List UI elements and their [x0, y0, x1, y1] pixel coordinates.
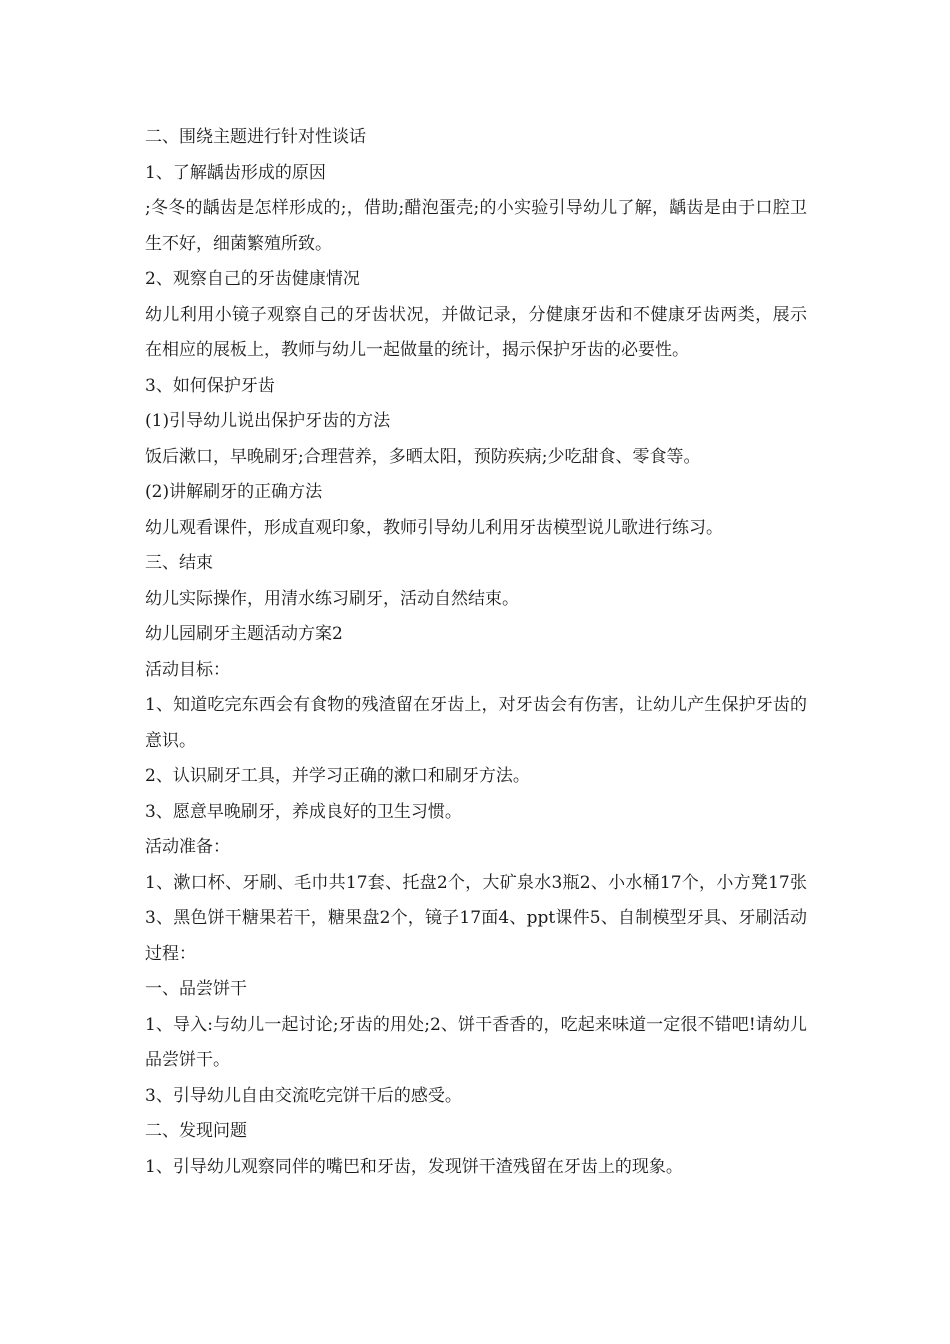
sub-item: (2)讲解刷牙的正确方法: [145, 482, 323, 502]
paragraph: 饭后漱口，早晚刷牙;合理营养，多晒太阳，预防疾病;少吃甜食、零食等。: [145, 446, 701, 467]
list-item: 1、引导幼儿观察同伴的嘴巴和牙齿，发现饼干渣残留在牙齿上的现象。: [145, 1156, 683, 1177]
paragraph: 幼儿利用小镜子观察自己的牙齿状况，并做记录，分健康牙齿和不健康牙齿两类，展示在相应的展板上，教师与幼儿一起做量的统计，揭示保护牙齿的必要性。: [145, 304, 807, 360]
section-heading: 三、结束: [145, 553, 213, 573]
list-item: 1、知道吃完东西会有食物的残渣留在牙齿上，对牙齿会有伤害，让幼儿产生保护牙齿的意识。: [145, 695, 807, 751]
list-item: 1、了解龋齿形成的原因: [145, 162, 326, 183]
document-title: 幼儿园刷牙主题活动方案2: [145, 624, 343, 644]
document-body: [145, 120, 807, 1185]
sub-item: (1)引导幼儿说出保护牙齿的方法: [145, 411, 391, 431]
paragraph: ;冬冬的龋齿是怎样形成的;，借助;醋泡蛋壳;的小实验引导幼儿了解，龋齿是由于口腔卫生不好，细菌繁殖所致。: [145, 198, 807, 254]
paragraph: 幼儿实际操作，用清水练习刷牙，活动自然结束。: [145, 588, 519, 609]
section-heading: 一、品尝饼干: [145, 979, 247, 999]
section-heading: 活动目标：: [145, 659, 230, 680]
list-item: 3、如何保护牙齿: [145, 375, 275, 396]
section-heading: 二、发现问题: [145, 1121, 247, 1141]
list-item: 2、观察自己的牙齿健康情况: [145, 269, 360, 289]
paragraph: 幼儿观看课件，形成直观印象，教师引导幼儿利用牙齿模型说儿歌进行练习。: [145, 517, 723, 538]
list-item: 1、导入:与幼儿一起讨论;牙齿的用处;2、饼干香香的，吃起来味道一定很不错吧!请幼儿品尝饼干。: [145, 1014, 807, 1070]
list-item: 3、愿意早晚刷牙，养成良好的卫生习惯。: [145, 801, 462, 822]
section-heading: 二、围绕主题进行针对性谈话: [145, 127, 366, 147]
section-heading: 活动准备：: [145, 837, 230, 857]
list-item: 3、引导幼儿自由交流吃完饼干后的感受。: [145, 1085, 462, 1106]
list-item: 1、漱口杯、牙刷、毛巾共17套、托盘2个，大矿泉水3瓶2、小水桶17个，小方凳17张3、黑色饼干糖果若干，糖果盘2个，镜子17面4、ppt课件5、自制模型牙具、牙刷活动过程：: [145, 872, 807, 964]
list-item: 2、认识刷牙工具，并学习正确的漱口和刷牙方法。: [145, 766, 530, 786]
